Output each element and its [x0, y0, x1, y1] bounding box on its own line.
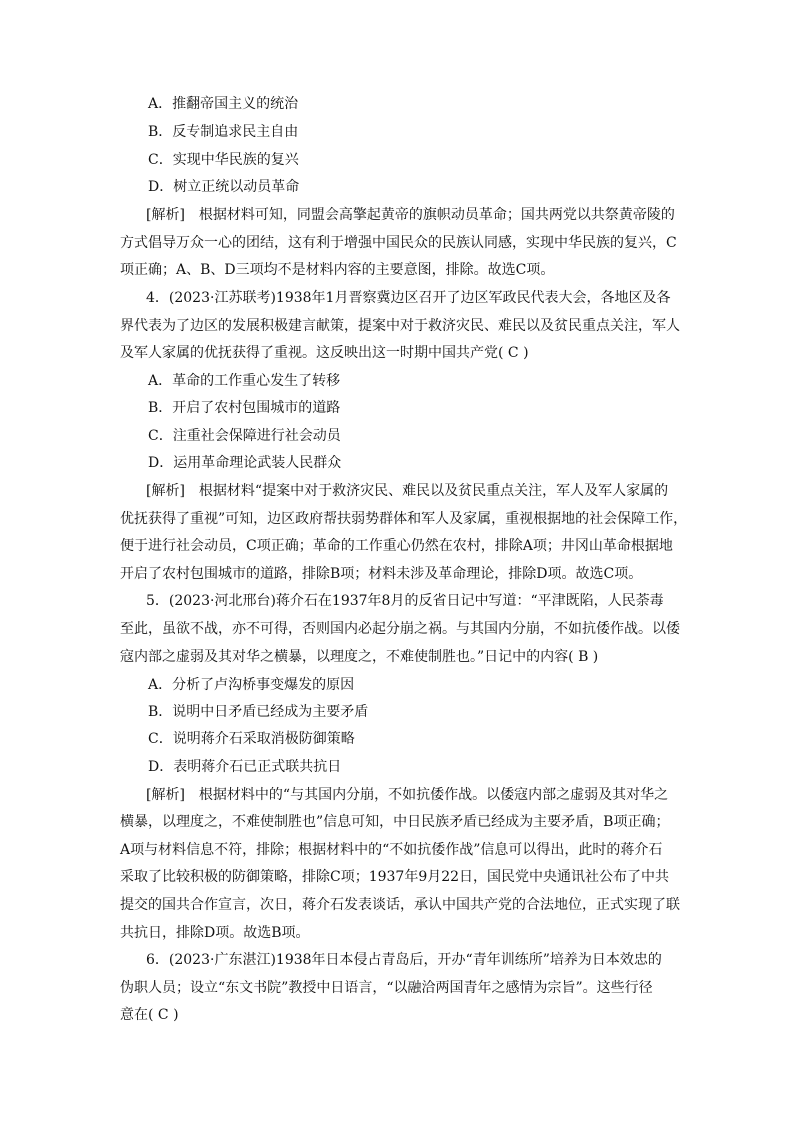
q5-stem-line: 至此，虽欲不战，亦不可得，否则国内必起分崩之祸。与其国内分崩，不如抗倭作战。以倭: [120, 621, 680, 637]
q5-option-d: D．表明蒋介石已正式联共抗日: [148, 759, 342, 775]
q5-analysis-line: [解析] 根据材料中的“与其国内分崩，不如抗倭作战。以倭寇内部之虚弱及其对华之: [146, 787, 669, 803]
q3-option-d: D．树立正统以动员革命: [148, 179, 300, 195]
q4-analysis-line: [解析] 根据材料“提案中对于救济灾民、难民以及贫民重点关注，军人及军人家属的: [146, 483, 669, 499]
q6-stem-line: 伪职人员；设立“东文书院”教授中日语言，“以融洽两国青年之感情为宗旨”。这些行径: [120, 980, 653, 996]
q4-stem-line: 及军人家属的优抚获得了重视。这反映出这一时期中国共产党( C ): [120, 345, 529, 361]
q5-stem-line: 寇内部之虚弱及其对华之横暴，以理度之，不难使制胜也。”日记中的内容( B ): [120, 649, 599, 665]
q4-analysis-line: 优抚获得了重视”可知，边区政府帮扶弱势群体和军人及家属，重视根据地的社会保障工作，: [120, 511, 688, 527]
q3-analysis-line: 项正确；A、B、D三项均不是材料内容的主要意图，排除。故选C项。: [120, 262, 555, 278]
q4-option-a: A．革命的工作重心发生了转移: [148, 373, 341, 389]
q4-analysis-line: 开启了农村包围城市的道路，排除B项；材料未涉及革命理论，排除D项。故选C项。: [120, 566, 643, 582]
q5-stem-line: 5．(2023·河北邢台)蒋介石在1937年8月的反省日记中写道：“平津既陷，人民荼毒: [146, 593, 664, 609]
q4-analysis-line: 便于进行社会动员，C项正确；革命的工作重心仍然在农村，排除A项；井冈山革命根据地: [120, 538, 673, 554]
q6-stem-line: 意在( C ): [120, 1007, 179, 1023]
q5-option-b: B．说明中日矛盾已经成为主要矛盾: [148, 704, 369, 720]
q3-analysis-line: [解析] 根据材料可知，同盟会高擎起黄帝的旗帜动员革命；国共两党以共祭黄帝陵的: [146, 207, 675, 223]
q3-analysis-line: 方式倡导万众一心的团结，这有利于增强中国民众的民族认同感，实现中华民族的复兴，C: [120, 235, 677, 251]
q5-analysis-line: 共抗日，排除D项。故选B项。: [120, 925, 310, 941]
q5-analysis-line: 采取了比较积极的防御策略，排除C项；1937年9月22日，国民党中央通讯社公布了中共: [120, 869, 670, 885]
q4-stem-line: 4．(2023·江苏联考)1938年1月晋察冀边区召开了边区军政民代表大会，各地区及各: [146, 290, 671, 306]
q5-option-c: C．说明蒋介石采取消极防御策略: [148, 731, 355, 747]
q3-option-a: A．推翻帝国主义的统治: [148, 96, 299, 112]
q4-option-c: C．注重社会保障进行社会动员: [148, 428, 341, 444]
q3-option-c: C．实现中华民族的复兴: [148, 152, 299, 168]
q5-option-a: A．分析了卢沟桥事变爆发的原因: [148, 677, 355, 693]
q5-analysis-line: 提交的国共合作宣言，次日，蒋介石发表谈话，承认中国共产党的合法地位，正式实现了联: [120, 897, 680, 913]
q6-stem-line: 6．(2023·广东湛江)1938年日本侵占青岛后，开办“青年训练所”培养为日本效忠的: [146, 952, 662, 968]
q5-analysis-line: 横暴，以理度之，不难使制胜也”信息可知，中日民族矛盾已经成为主要矛盾，B项正确；: [120, 814, 670, 830]
q4-option-b: B．开启了农村包围城市的道路: [148, 400, 341, 416]
q3-option-b: B．反专制追求民主自由: [148, 124, 299, 140]
q4-option-d: D．运用革命理论武装人民群众: [148, 455, 342, 471]
q4-stem-line: 界代表为了边区的发展积极建言献策，提案中对于救济灾民、难民以及贫民重点关注，军人: [120, 318, 680, 334]
q5-analysis-line: A项与材料信息不符，排除；根据材料中的“不如抗倭作战”信息可以得出，此时的蒋介石: [120, 842, 663, 858]
